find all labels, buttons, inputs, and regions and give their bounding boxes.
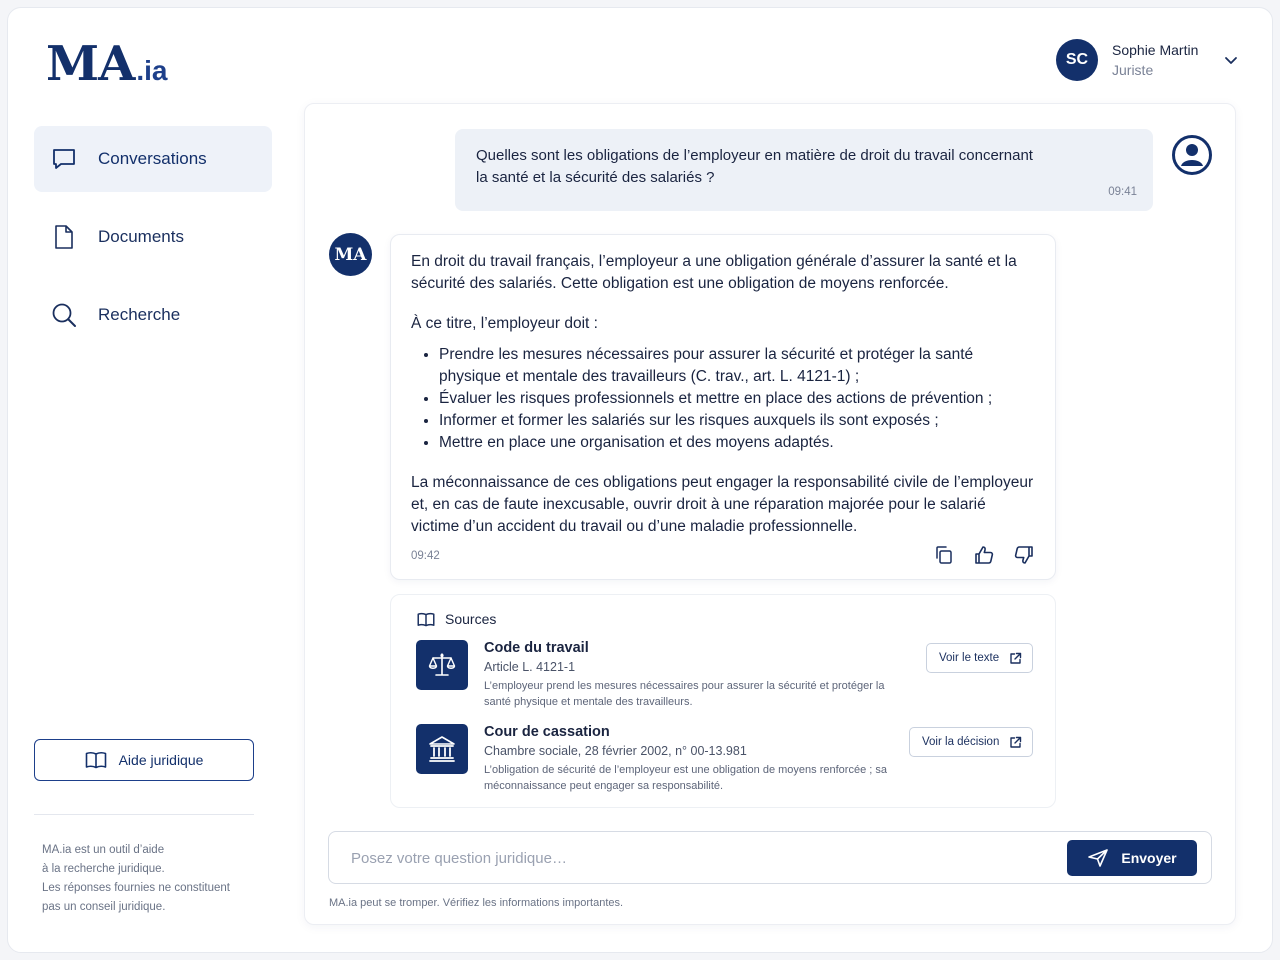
- user-message-text: Quelles sont les obligations de l’employeur en matière de droit du travail concernant la santé et la sécurité des salariés ?: [476, 147, 1033, 186]
- chevron-down-icon[interactable]: [1224, 53, 1238, 67]
- source-reference: Article L. 4121-1: [484, 660, 576, 674]
- source-title: Cour de cassation: [484, 724, 610, 740]
- sidebar-item-label: Conversations: [98, 149, 207, 168]
- sidebar-disclaimer: [42, 841, 257, 917]
- message-actions: [933, 544, 1035, 566]
- assistant-avatar: MA: [329, 233, 372, 276]
- send-icon: [1087, 848, 1109, 868]
- aide-juridique-button[interactable]: [34, 739, 254, 781]
- sidebar-item-conversations[interactable]: [34, 126, 272, 192]
- document-icon: [50, 223, 78, 251]
- question-input[interactable]: [351, 846, 1031, 870]
- thumbs-up-icon[interactable]: [973, 544, 995, 566]
- disclaimer-line: MA.ia est un outil d’aide: [42, 844, 165, 856]
- search-icon: [50, 301, 78, 329]
- user-info: [1112, 42, 1198, 78]
- disclaimer-line: à la recherche juridique.: [42, 863, 165, 875]
- button-label: Voir la décision: [922, 736, 1000, 748]
- user-role: Juriste: [1112, 62, 1154, 78]
- message-composer: [328, 831, 1212, 884]
- send-button[interactable]: [1067, 840, 1197, 876]
- sidebar-item-label: Documents: [98, 227, 184, 246]
- user-avatar-icon: [1172, 135, 1212, 175]
- source-description: L’employeur prend les mesures nécessaires pour assurer la sécurité et protéger la santé physique et mentale des travailleurs.: [484, 680, 885, 708]
- chat-icon: [50, 145, 78, 173]
- sidebar-item-recherche[interactable]: [34, 282, 272, 348]
- source-description: L’obligation de sécurité de l’employeur est une obligation de moyens renforcée ; sa méconnaissance peut engager sa responsabilité.: [484, 764, 887, 792]
- courthouse-icon: [416, 724, 468, 774]
- book-icon: [417, 612, 435, 627]
- obligations-list: [411, 344, 1035, 454]
- list-item: • Prendre les mesures nécessaires pour assurer la sécurité et protéger la santé physique et mentale des travailleurs (C. trav., art. L. 4121-1) ;: [439, 344, 1035, 388]
- assistant-intro-text: En droit du travail français, l’employeur a une obligation générale d’assurer la santé et la sécurité des salariés. Cette obligation est une obligation de moyens renforcée.: [411, 253, 1017, 292]
- sources-title: Sources: [445, 611, 497, 627]
- composer-footnote: MA.ia peut se tromper. Vérifiez les informations importantes.: [329, 897, 624, 909]
- voir-le-texte-button[interactable]: [926, 643, 1033, 673]
- sources-panel: [390, 594, 1056, 808]
- user-avatar-initials: SC: [1056, 39, 1098, 81]
- external-link-icon: [1009, 736, 1022, 749]
- logo-suffix: .ia: [136, 55, 168, 86]
- send-label: Envoyer: [1121, 850, 1177, 866]
- button-label: Voir le texte: [939, 652, 1000, 664]
- scales-icon: [416, 640, 468, 690]
- user-name: Sophie Martin: [1112, 42, 1199, 58]
- sidebar-divider: [34, 814, 254, 815]
- list-item: • Évaluer les risques professionnels et mettre en place des actions de prévention ;: [439, 388, 1035, 410]
- assistant-outro-text: La méconnaissance de ces obligations peut engager la responsabilité civile de l’employeur et, en cas de faute inexcusable, ouvrir droit à une réparation majorée pour le salarié victime d’un accident du travail ou d’une maladie professionnelle.: [411, 474, 1034, 535]
- assistant-message-time: 09:42: [411, 550, 440, 562]
- user-message-bubble: [455, 129, 1153, 211]
- thumbs-down-icon[interactable]: [1013, 544, 1035, 566]
- assistant-lead-text: À ce titre, l’employeur doit :: [411, 315, 598, 332]
- source-title: Code du travail: [484, 640, 589, 656]
- source-item-code-du-travail: [416, 640, 1036, 710]
- copy-icon[interactable]: [933, 544, 955, 566]
- logo: [46, 36, 168, 92]
- disclaimer-line: Les réponses fournies ne constituent: [42, 882, 230, 894]
- voir-la-decision-button[interactable]: [909, 727, 1033, 757]
- list-item: • Informer et former les salariés sur les risques auxquels ils sont exposés ;: [439, 410, 1035, 432]
- sidebar-item-documents[interactable]: [34, 204, 272, 270]
- user-menu[interactable]: [1056, 39, 1198, 81]
- user-message-time: 09:41: [1108, 186, 1137, 198]
- sources-header: [417, 611, 496, 627]
- external-link-icon: [1009, 652, 1022, 665]
- disclaimer-line: pas un conseil juridique.: [42, 901, 166, 913]
- source-reference: Chambre sociale, 28 février 2002, n° 00-13.981: [484, 744, 747, 758]
- book-icon: [85, 751, 107, 769]
- sidebar-item-label: Recherche: [98, 305, 181, 324]
- source-item-cour-de-cassation: [416, 724, 1036, 794]
- assistant-message-bubble: [390, 234, 1056, 580]
- logo-main: MA: [46, 36, 135, 92]
- aide-juridique-label: Aide juridique: [118, 752, 204, 768]
- list-item: • Mettre en place une organisation et des moyens adaptés.: [439, 432, 1035, 454]
